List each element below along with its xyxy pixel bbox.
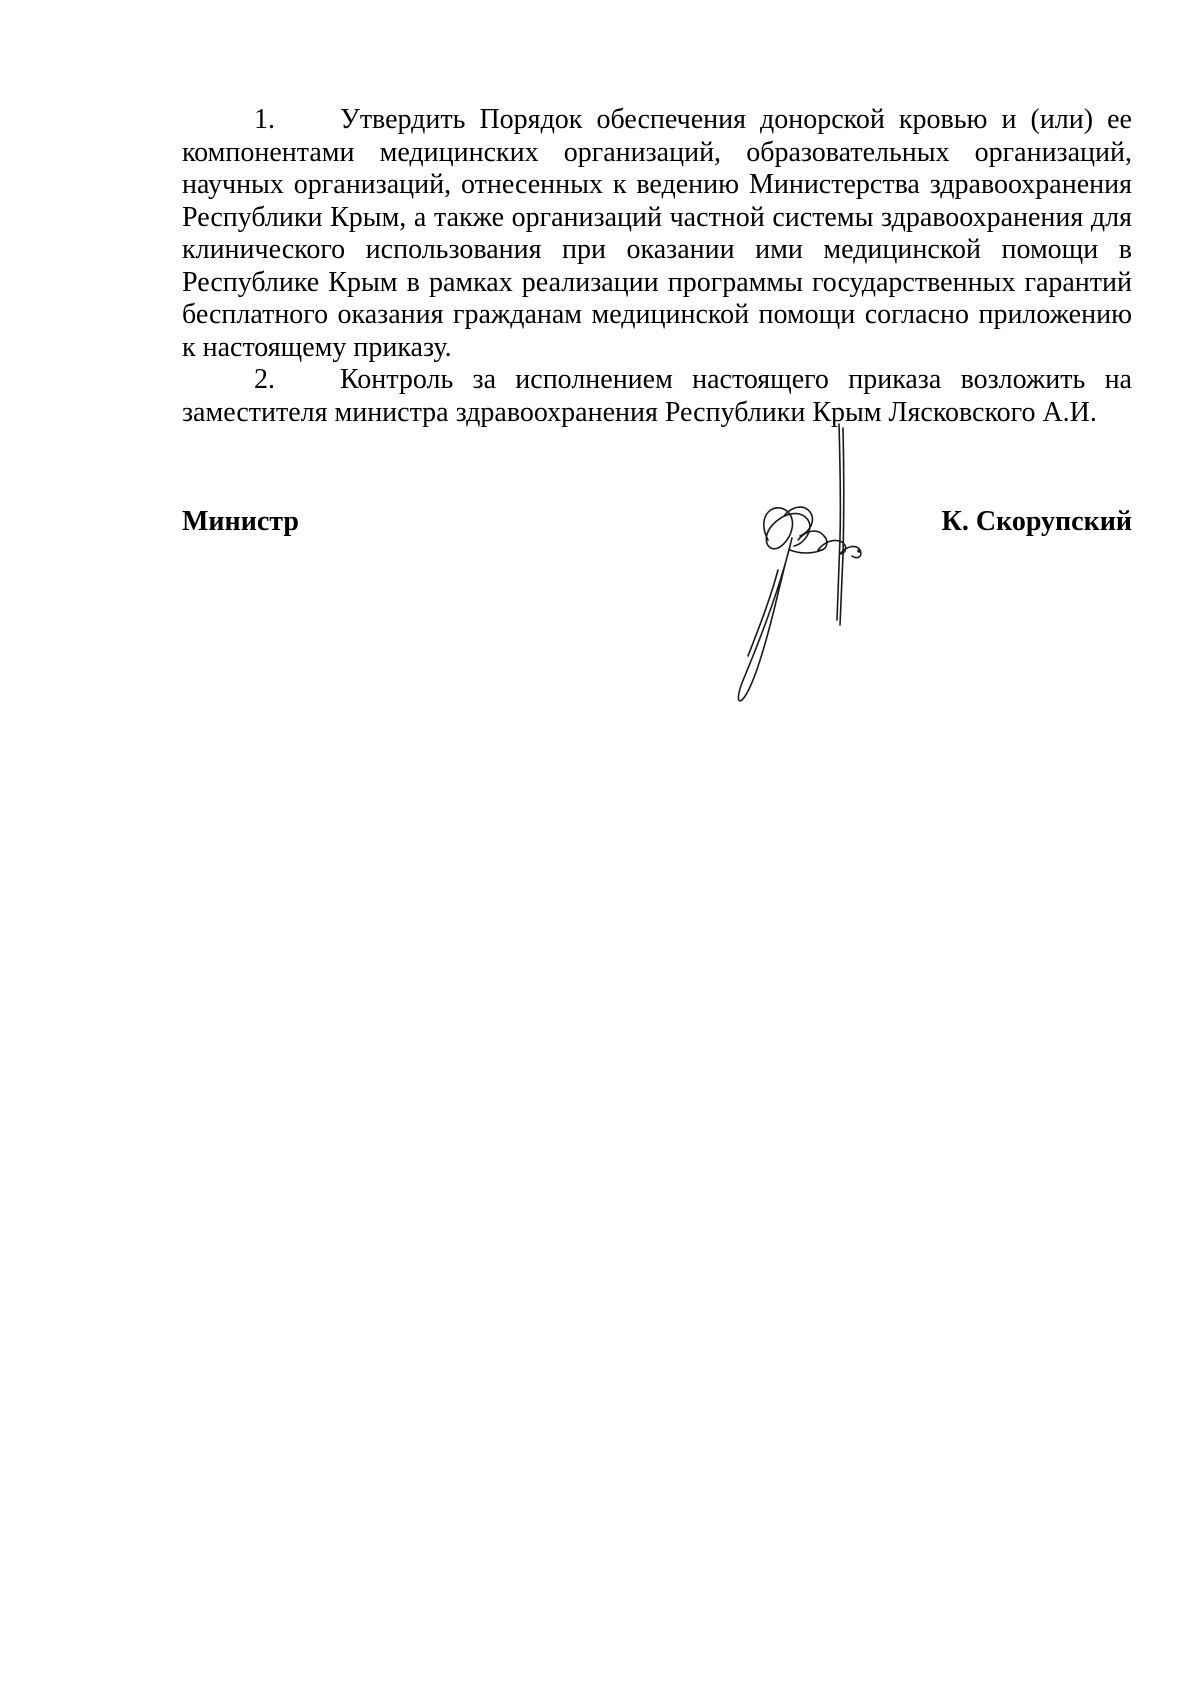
order-body	[182, 104, 1132, 429]
item-number: 2.	[254, 364, 275, 395]
signatory-title: Министр	[182, 506, 299, 537]
order-item-2	[182, 364, 1132, 429]
signatory-name: К. Скорупский	[941, 506, 1132, 537]
order-item-1	[182, 104, 1132, 364]
handwritten-signature	[700, 420, 900, 720]
item-text: Контроль за исполнением настоящего приказа возложить на заместителя министра здравоохранения Республики Крым Лясковского А.И.	[182, 364, 1132, 428]
signature-block	[182, 506, 1132, 546]
item-text: Утвердить Порядок обеспечения донорской кровью и (или) ее компонентами медицинских организаций, образовательных организаций, научных организаций, отнесенных к ведению Министерства здравоохранения Республики Крым, а также организаций частной системы здравоохранения для клинического использования при оказании ими медицинской помощи в Республике Крым в рамках реализации программы государственных гарантий бесплатного оказания гражданам медицинской помощи согласно приложению к настоящему приказу.	[182, 104, 1132, 363]
item-number: 1.	[254, 104, 275, 135]
